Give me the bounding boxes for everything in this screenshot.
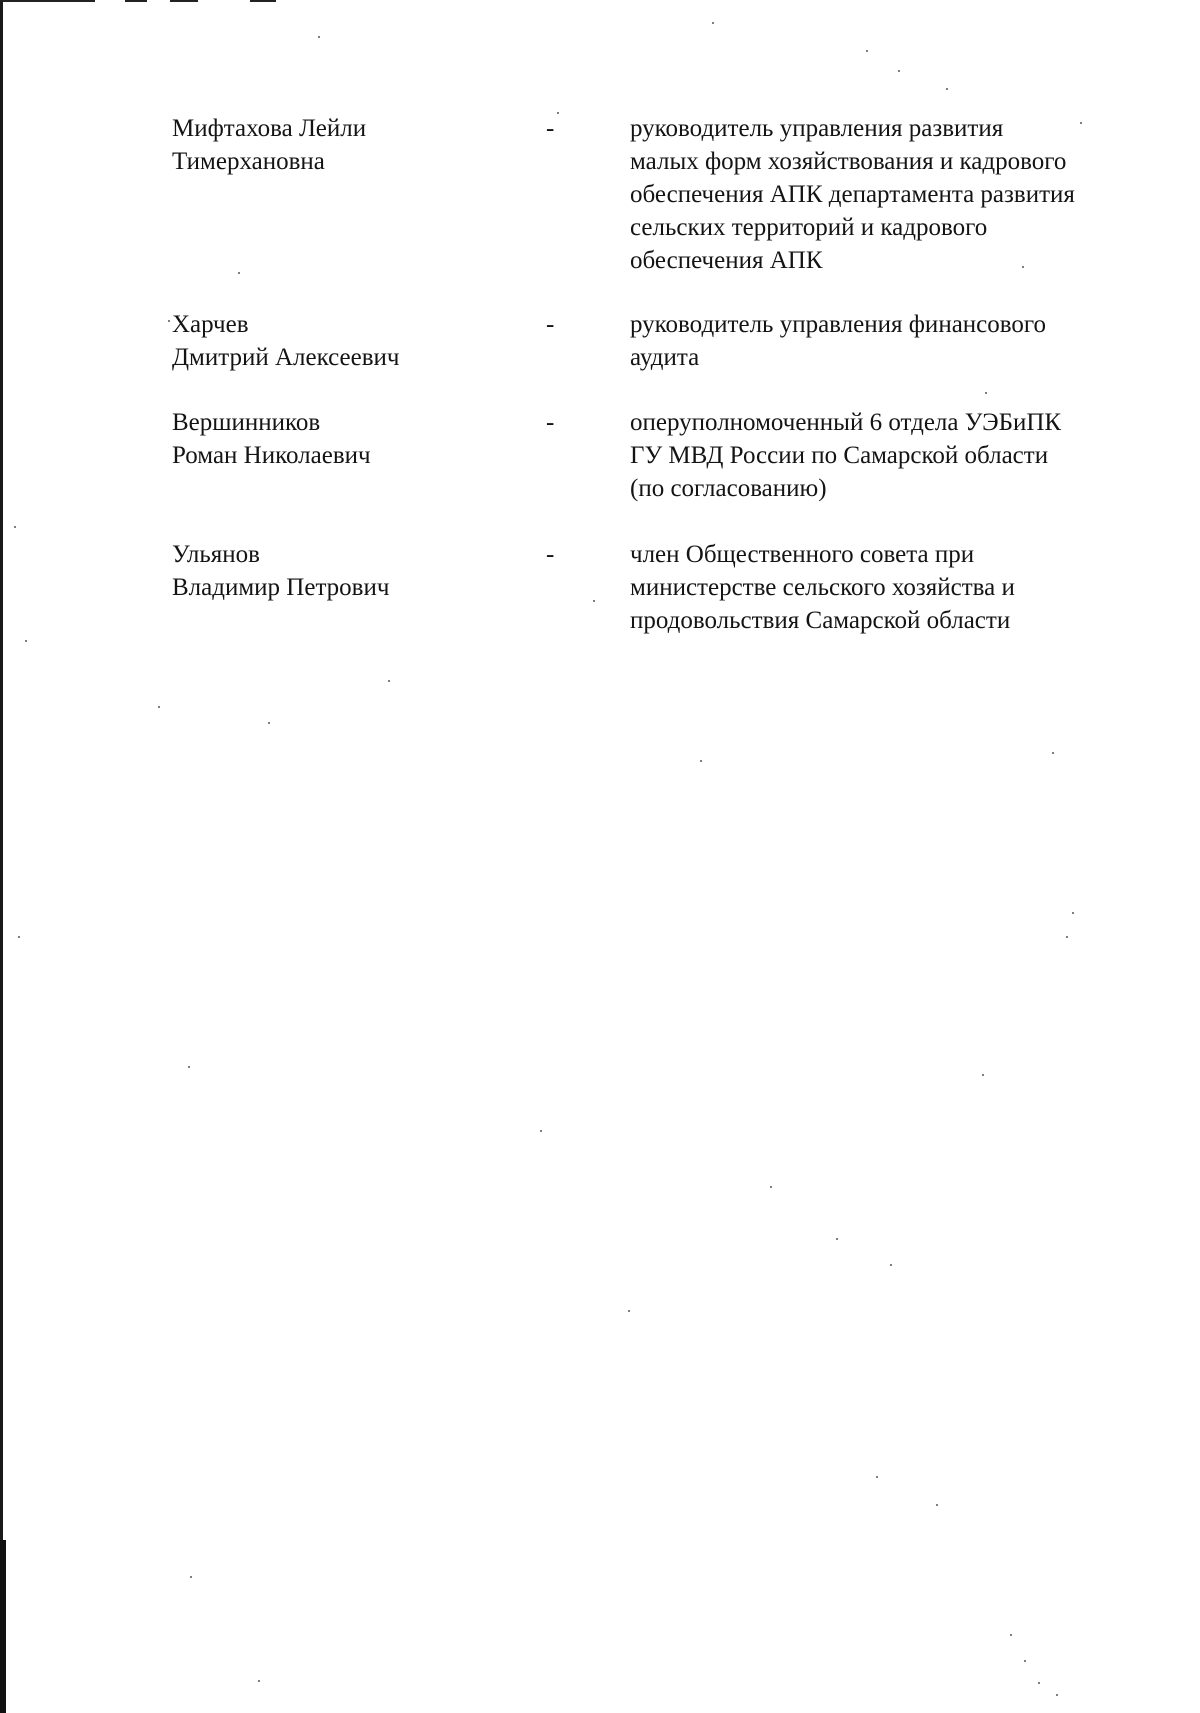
separator-dash: -: [546, 541, 555, 568]
member-role-line: продовольствия Самарской области: [630, 607, 1011, 634]
scan-top-mark: [0, 0, 95, 2]
scan-speck: [1010, 1634, 1012, 1636]
member-role-line: оперуполномоченный 6 отдела УЭБиПК: [630, 409, 1062, 436]
scan-top-mark: [170, 0, 198, 2]
scan-speck: [158, 706, 160, 708]
separator-dash: -: [546, 311, 555, 338]
scan-speck: [982, 1074, 984, 1076]
member-name: [172, 406, 502, 472]
member-name-line: Роман Николаевич: [172, 442, 371, 469]
scan-speck: [18, 936, 20, 938]
member-name-line: Ульянов: [172, 541, 260, 568]
member-role-line: ГУ МВД России по Самарской области: [630, 442, 1049, 469]
scan-speck: [866, 50, 868, 52]
scan-edge-shadow: [0, 1540, 6, 1713]
scan-speck: [876, 1476, 878, 1478]
scan-speck: [1052, 752, 1054, 754]
member-role: [630, 406, 1150, 505]
member-name-line: Вершинников: [172, 409, 321, 436]
member-name-line: Мифтахова Лейли: [172, 115, 367, 142]
scan-speck: [700, 760, 702, 762]
member-role-line: малых форм хозяйствования и кадрового: [630, 148, 1067, 175]
member-role-line: обеспечения АПК департамента развития: [630, 181, 1075, 208]
scan-speck: [898, 70, 900, 72]
scan-speck: [388, 680, 390, 682]
scan-speck: [890, 1264, 892, 1266]
member-role: [630, 308, 1150, 374]
scan-speck: [1038, 1682, 1040, 1684]
member-role-line: член Общественного совета при: [630, 541, 975, 568]
member-name: [172, 112, 502, 178]
scan-speck: [836, 1238, 838, 1240]
separator-dash: -: [546, 409, 555, 436]
scan-speck: [168, 320, 170, 322]
member-name-line: Тимерхановна: [172, 148, 325, 175]
scan-speck: [318, 36, 320, 38]
member-role-line: министерстве сельского хозяйства и: [630, 574, 1015, 601]
scan-speck: [946, 88, 948, 90]
member-role-line: (по согласованию): [630, 475, 827, 502]
scan-speck: [1024, 1660, 1026, 1662]
scan-speck: [712, 22, 714, 24]
member-role-line: руководитель управления развития: [630, 115, 1004, 142]
scan-speck: [238, 272, 240, 274]
member-name-line: Дмитрий Алексеевич: [172, 344, 400, 371]
scan-speck: [985, 392, 987, 394]
member-role-line: руководитель управления финансового: [630, 311, 1047, 338]
scan-top-mark: [250, 0, 276, 2]
scan-speck: [14, 526, 16, 528]
member-role-line: сельских территорий и кадрового: [630, 214, 988, 241]
scan-speck: [1056, 1694, 1058, 1696]
scan-speck: [770, 1186, 772, 1188]
member-role: [630, 538, 1150, 637]
scan-speck: [593, 600, 595, 602]
scan-top-mark: [125, 0, 147, 2]
member-role-line: аудита: [630, 344, 700, 371]
scan-speck: [540, 1130, 542, 1132]
scan-speck: [190, 1576, 192, 1578]
scan-edge-line: [0, 0, 3, 1713]
member-name: [172, 308, 502, 374]
scan-speck: [1072, 912, 1074, 914]
scan-speck: [258, 1680, 260, 1682]
scan-speck: [628, 1310, 630, 1312]
scan-speck: [25, 640, 27, 642]
member-name: [172, 538, 502, 604]
scan-speck: [268, 722, 270, 724]
member-role: [630, 112, 1150, 277]
separator-dash: -: [546, 115, 555, 142]
scan-speck: [188, 1066, 190, 1068]
scan-speck: [1066, 936, 1068, 938]
member-name-line: Харчев: [172, 311, 249, 338]
member-role-line: обеспечения АПК: [630, 247, 823, 274]
scan-speck: [936, 1504, 938, 1506]
member-name-line: Владимир Петрович: [172, 574, 390, 601]
